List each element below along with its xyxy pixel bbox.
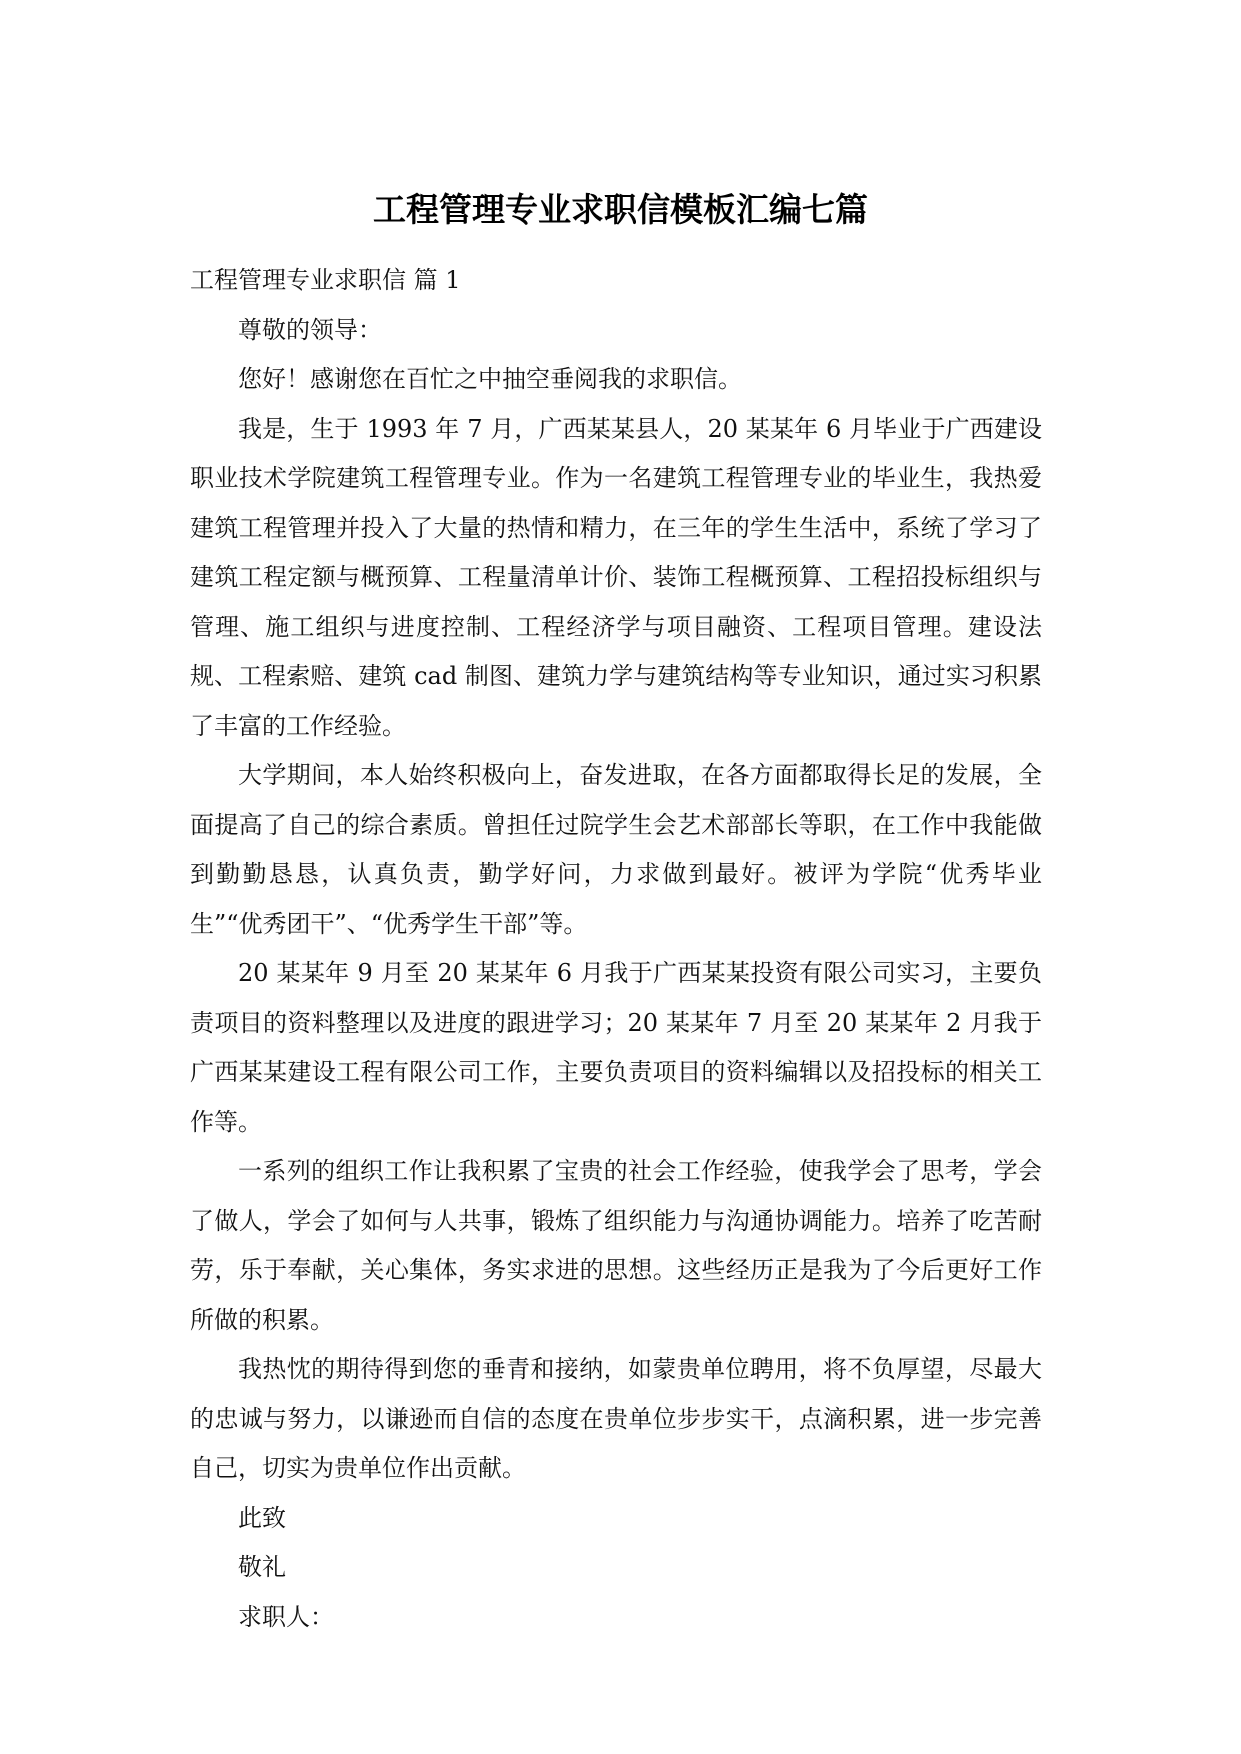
closing-regards: 敬礼	[238, 1553, 286, 1581]
section-heading: 工程管理专业求职信 篇 1	[190, 266, 461, 294]
document-title: 工程管理专业求职信模板汇编七篇	[373, 190, 868, 229]
paragraph-introduction: 我是，生于 1993 年 7 月，广西某某县人，20 某某年 6 月毕业于广西建设职业技术学院建筑工程管理专业。作为一名建筑工程管理专业的毕业生，我热爱建筑工程管理并投入了大量的热情和精力，在三年的学生生活中，系统了学习了建筑工程定额与概预算、工程量清单计价、装饰工程概预算、工程招投标组织与管理、施工组织与进度控制、工程经济学与项目融资、工程项目管理。建设法规、工程索赔、建筑 cad 制图、建筑力学与建筑结构等专业知识，通过实习积累了丰富的工作经验。	[190, 414, 1042, 740]
paragraph-expectation: 我热忱的期待得到您的垂青和接纳，如蒙贵单位聘用，将不负厚望，尽最大的忠诚与努力，以谦逊而自信的态度在贵单位步步实干，点滴积累，进一步完善自己，切实为贵单位作出贡献。	[190, 1355, 1042, 1482]
greeting: 尊敬的领导：	[238, 315, 382, 344]
paragraph-opening: 您好！感谢您在百忙之中抽空垂阅我的求职信。	[238, 365, 742, 393]
paragraph-skills: 一系列的组织工作让我积累了宝贵的社会工作经验，使我学会了思考，学会了做人，学会了如何与人共事，锻炼了组织能力与沟通协调能力。培养了吃苦耐劳，乐于奉献，关心集体，务实求进的思想。这些经历正是我为了今后更好工作所做的积累。	[190, 1157, 1042, 1334]
closing-salutation: 此致	[238, 1503, 286, 1532]
paragraph-university: 大学期间，本人始终积极向上，奋发进取，在各方面都取得长足的发展，全面提高了自己的综合素质。曾担任过院学生会艺术部部长等职，在工作中我能做到勤勤恳恳，认真负责，勤学好问，力求做到最好。被评为学院“优秀毕业生”“优秀团干”、“优秀学生干部”等。	[190, 761, 1042, 938]
signature-label: 求职人：	[238, 1602, 334, 1631]
paragraph-work-experience: 20 某某年 9 月至 20 某某年 6 月我于广西某某投资有限公司实习，主要负责项目的资料整理以及进度的跟进学习；20 某某年 7 月至 20 某某年 2 月我于广西某某建设工程有限公司工作，主要负责项目的资料编辑以及招投标的相关工作等。	[190, 959, 1042, 1136]
letter-body	[190, 256, 1042, 1642]
